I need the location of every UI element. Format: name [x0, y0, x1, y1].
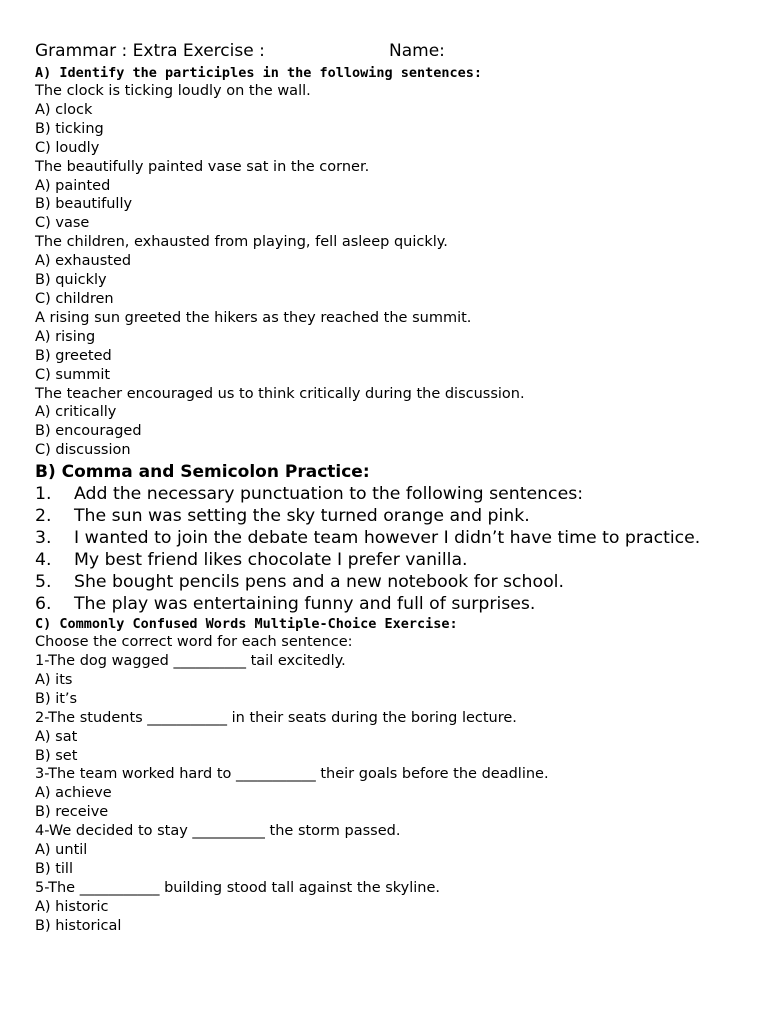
title-row	[35, 40, 735, 64]
answer-option: A) exhausted	[35, 253, 132, 270]
list-item	[35, 505, 735, 527]
section-a-heading: A) Identify the participles in the following sentences:	[35, 65, 483, 81]
list-item	[35, 571, 735, 593]
answer-option: C) loudly	[35, 139, 100, 156]
answer-option: B) historical	[35, 917, 122, 934]
list-item	[35, 527, 735, 549]
answer-option: C) vase	[35, 215, 90, 232]
list-item	[35, 483, 735, 505]
question-sentence: 4-We decided to stay __________ the storm passed.	[35, 823, 401, 840]
section-c-heading: C) Commonly Confused Words Multiple-Choice Exercise:	[35, 616, 458, 633]
section-c-questions	[35, 652, 735, 936]
answer-option: A) historic	[35, 898, 109, 915]
answer-option: A) critically	[35, 404, 117, 421]
item-text: My best friend likes chocolate I prefer vanilla.	[74, 550, 468, 571]
item-number: 1.	[35, 484, 52, 505]
answer-option: B) greeted	[35, 347, 112, 364]
item-number: 5.	[35, 572, 52, 593]
section-a-questions	[35, 82, 735, 460]
question	[35, 309, 735, 385]
list-item	[35, 549, 735, 571]
answer-option: A) painted	[35, 177, 111, 194]
answer-option: C) discussion	[35, 442, 131, 459]
answer-option: C) children	[35, 290, 114, 307]
question	[35, 822, 735, 879]
answer-option: B) set	[35, 747, 78, 764]
list-item	[35, 593, 735, 615]
item-text: I wanted to join the debate team however I didn’t have time to practice.	[74, 528, 701, 549]
worksheet-title: Grammar : Extra Exercise :	[35, 41, 265, 61]
question	[35, 765, 735, 822]
question-sentence: 5-The ___________ building stood tall against the skyline.	[35, 879, 441, 896]
item-text: Add the necessary punctuation to the following sentences:	[74, 484, 584, 505]
question-sentence: 2-The students ___________ in their seats during the boring lecture.	[35, 709, 517, 726]
question-sentence: 1-The dog wagged __________ tail excitedly.	[35, 653, 346, 670]
answer-option: B) till	[35, 861, 73, 877]
answer-option: C) summit	[35, 366, 111, 383]
question	[35, 879, 735, 936]
question	[35, 709, 735, 766]
section-b-list	[35, 483, 735, 615]
section-b-heading: B) Comma and Semicolon Practice:	[35, 462, 370, 483]
answer-option: B) receive	[35, 804, 109, 821]
item-number: 2.	[35, 506, 52, 527]
answer-option: A) its	[35, 671, 73, 688]
item-text: She bought pencils pens and a new notebook for school.	[74, 572, 564, 593]
answer-option: A) clock	[35, 101, 93, 118]
answer-option: A) rising	[35, 328, 96, 345]
answer-option: A) sat	[35, 728, 78, 745]
question	[35, 158, 735, 234]
worksheet	[35, 40, 735, 936]
answer-option: A) achieve	[35, 785, 112, 802]
section-c-instruction: Choose the correct word for each sentence:	[35, 634, 353, 651]
item-number: 3.	[35, 528, 52, 549]
answer-option: A) until	[35, 842, 88, 859]
question	[35, 385, 735, 461]
question-sentence: The teacher encouraged us to think critically during the discussion.	[35, 385, 525, 402]
name-label: Name:	[389, 41, 445, 61]
question-sentence: The beautifully painted vase sat in the corner.	[35, 158, 370, 175]
question-sentence: A rising sun greeted the hikers as they reached the summit.	[35, 309, 472, 326]
answer-option: B) encouraged	[35, 423, 142, 440]
question-sentence: The clock is ticking loudly on the wall.	[35, 83, 311, 99]
question	[35, 652, 735, 709]
answer-option: B) it’s	[35, 690, 78, 707]
question-sentence: 3-The team worked hard to ___________ their goals before the deadline.	[35, 766, 549, 783]
answer-option: B) beautifully	[35, 196, 133, 213]
answer-option: B) quickly	[35, 272, 107, 289]
item-text: The sun was setting the sky turned orange and pink.	[74, 506, 530, 527]
question-sentence: The children, exhausted from playing, fell asleep quickly.	[35, 234, 448, 251]
item-number: 6.	[35, 594, 52, 615]
item-number: 4.	[35, 550, 52, 571]
item-text: The play was entertaining funny and full of surprises.	[74, 594, 536, 615]
question	[35, 82, 735, 158]
question	[35, 233, 735, 309]
answer-option: B) ticking	[35, 120, 104, 137]
